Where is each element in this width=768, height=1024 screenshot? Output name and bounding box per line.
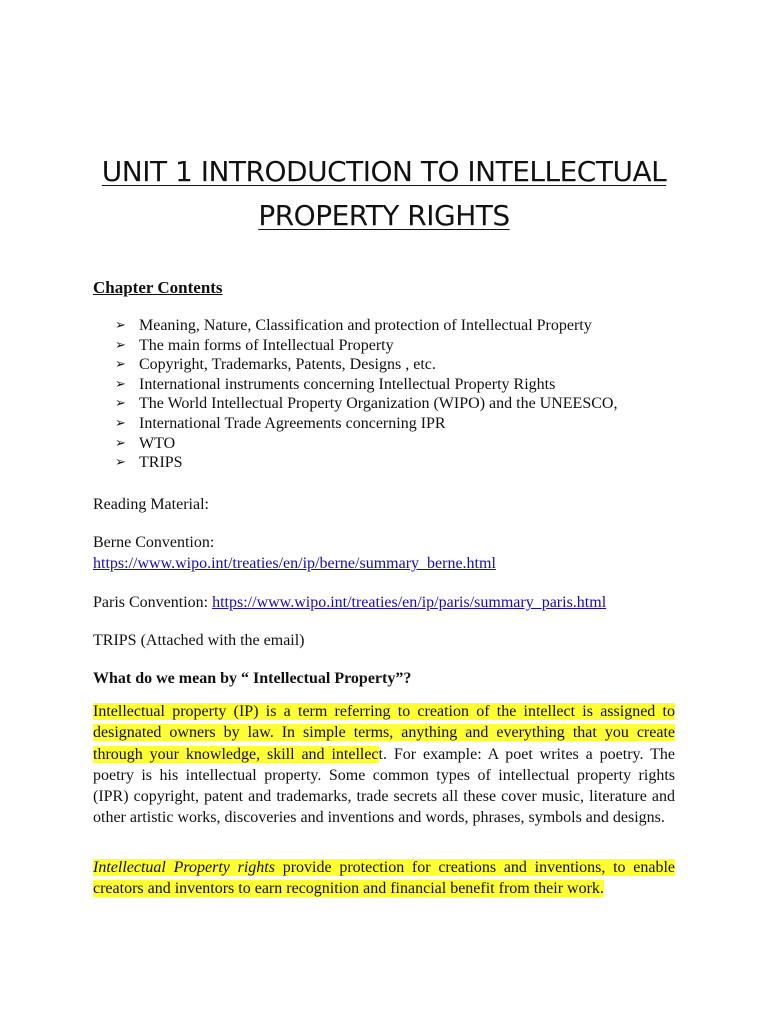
reading-material-label: Reading Material: [93, 496, 209, 513]
document-page [93, 150, 676, 898]
ipr-definition-paragraph [93, 857, 675, 900]
berne-convention-block [93, 532, 496, 574]
list-item [115, 414, 617, 434]
paris-convention-label: Paris Convention: [93, 594, 209, 611]
list-item [115, 394, 617, 414]
intellectual-property-paragraph [93, 701, 675, 829]
chapter-contents-heading: Chapter Contents [93, 278, 223, 297]
title-line-1: UNIT 1 INTRODUCTION TO INTELLECTUAL [101, 155, 667, 188]
arrow-bullet-icon: ➢ [115, 376, 126, 392]
highlighted-text: Intellectual property (IP) is a term referring to creation of the intellect is assigned to designated owners by law. In simple terms, anything and everything that you create through your knowledge, skill and intellec [93, 703, 675, 763]
list-item-text: WTO [139, 434, 176, 452]
list-item [115, 375, 617, 395]
list-item-text: The main forms of Intellectual Property [139, 336, 394, 354]
list-item-text: The World Intellectual Property Organization (WIPO) and the UNEESCO, [139, 395, 618, 413]
list-item-text: TRIPS [139, 454, 183, 472]
list-item-text: International instruments concerning Intellectual Property Rights [139, 375, 556, 393]
arrow-bullet-icon: ➢ [115, 435, 126, 451]
arrow-bullet-icon: ➢ [115, 455, 126, 471]
arrow-bullet-icon: ➢ [115, 318, 126, 333]
list-item-text: International Trade Agreements concerning IPR [139, 414, 446, 432]
page-title [93, 150, 675, 238]
arrow-bullet-icon: ➢ [115, 415, 126, 431]
list-item [115, 355, 617, 375]
paris-convention-block [93, 592, 606, 613]
list-item-text: Copyright, Trademarks, Patents, Designs , etc. [139, 356, 436, 374]
arrow-bullet-icon: ➢ [115, 357, 126, 373]
highlighted-text [93, 859, 675, 897]
chapter-contents-list [115, 316, 617, 473]
list-item [115, 336, 617, 356]
list-item [115, 316, 617, 336]
list-item [115, 453, 617, 473]
trips-note: TRIPS (Attached with the email) [93, 632, 305, 649]
italic-term: Intellectual Property rights [93, 859, 275, 876]
list-item-text: Meaning, Nature, Classification and protection of Intellectual Property [139, 317, 592, 334]
title-line-2: PROPERTY RIGHTS [258, 199, 510, 232]
paragraph-text: t. For example: A poet writes a poetry. The poetry is his intellectual property. Some common types of intellectual property rights (IPR) copyright, patent and trademarks, trade secrets all these cover music, literature and other artistic works, discoveries and inventions and words, phrases, symbols and designs. [93, 745, 675, 827]
paris-convention-link[interactable]: https://www.wipo.int/treaties/en/ip/paris/summary_paris.html [212, 594, 607, 611]
list-item [115, 434, 617, 454]
paragraph-text: provide protection for creations and inventions, to enable creators and inventors to earn recognition and financial benefit from their work. [93, 859, 676, 898]
arrow-bullet-icon: ➢ [115, 396, 126, 412]
section-question-heading: What do we mean by “ Intellectual Property”? [93, 670, 412, 687]
berne-convention-link[interactable]: https://www.wipo.int/treaties/en/ip/berne/summary_berne.html [93, 555, 496, 572]
arrow-bullet-icon: ➢ [115, 337, 126, 353]
berne-convention-label: Berne Convention: [93, 534, 215, 551]
